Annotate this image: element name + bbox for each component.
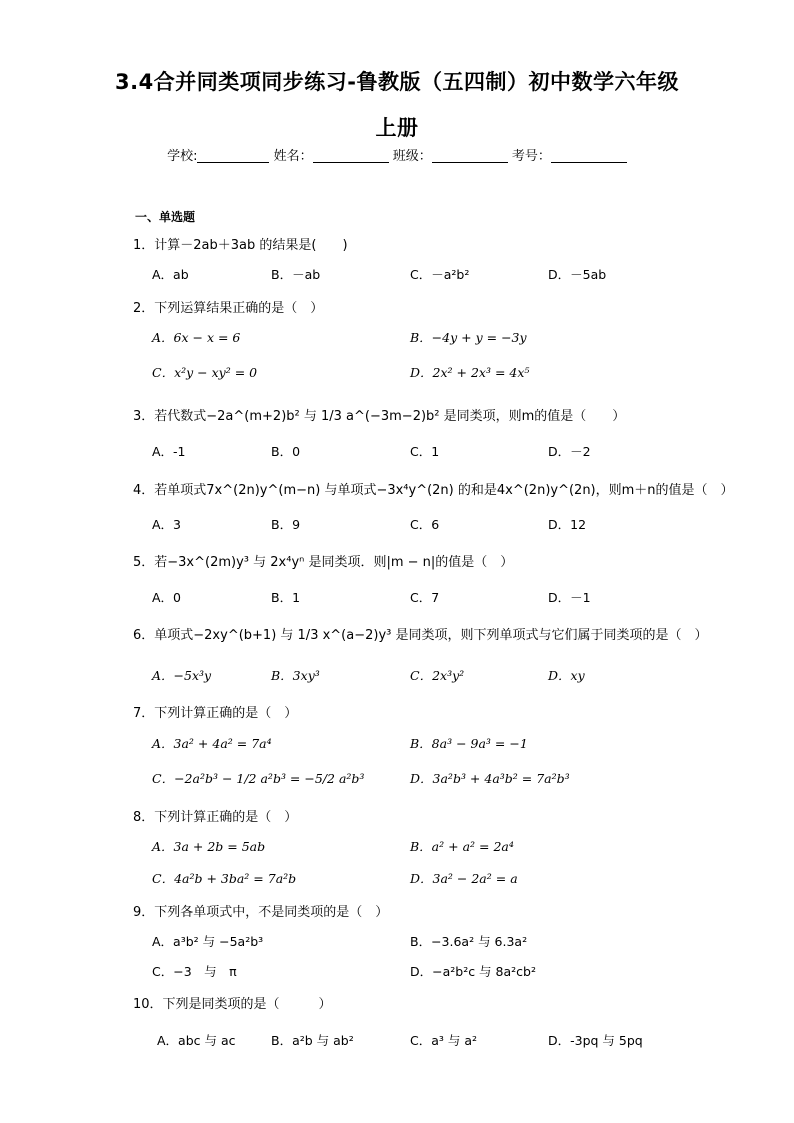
school-blank[interactable] xyxy=(197,149,269,163)
question-8-option-c[interactable]: C．4a²b + 3ba² = 7a²b xyxy=(152,871,297,886)
question-5-option-a[interactable]: A．0 xyxy=(152,590,182,605)
page-title-continued: 上册 xyxy=(375,116,419,140)
question-10-option-a[interactable]: A．abc 与 ac xyxy=(157,1033,236,1048)
name-blank[interactable] xyxy=(313,149,389,163)
question-7-option-b[interactable]: B．8a³ − 9a³ = −1 xyxy=(410,736,528,751)
question-8-stem: 8．下列计算正确的是（ ） xyxy=(133,810,298,825)
name-label: 姓名： xyxy=(273,149,313,164)
question-7-option-d[interactable]: D．3a²b³ + 4a³b² = 7a²b³ xyxy=(410,771,570,786)
question-6-option-a[interactable]: A．−5x³y xyxy=(152,668,212,683)
question-4-option-d[interactable]: D．12 xyxy=(548,517,587,532)
student-info-line xyxy=(0,145,794,164)
question-4-stem: 4．若单项式7x^(2n)y^(m−n) 与单项式−3x⁴y^(2n) 的和是4x^(2n)y^(2n)，则m＋n的值是（ ） xyxy=(133,483,734,498)
question-2-option-a[interactable]: A．6x − x = 6 xyxy=(152,330,241,345)
class-label: 班级： xyxy=(392,149,432,164)
question-9-option-a[interactable]: A．a³b² 与 −5a²b³ xyxy=(152,934,264,949)
question-5-option-b[interactable]: B．1 xyxy=(271,590,301,605)
question-3-option-a[interactable]: A．-1 xyxy=(152,444,186,459)
question-2-option-c[interactable]: C．x²y − xy² = 0 xyxy=(152,365,258,380)
question-6-stem: 6．单项式−2xy^(b+1) 与 1/3 x^(a−2)y³ 是同类项，则下列单项式与它们属于同类项的是（ ） xyxy=(133,628,708,643)
number-blank[interactable] xyxy=(551,149,627,163)
class-blank[interactable] xyxy=(432,149,508,163)
question-4-option-a[interactable]: A．3 xyxy=(152,517,182,532)
question-3-option-d[interactable]: D．－2 xyxy=(548,444,591,459)
question-10-stem: 10．下列是同类项的是（ ） xyxy=(133,997,332,1012)
page-title: 3.4合并同类项同步练习-鲁教版（五四制）初中数学六年级 xyxy=(115,70,679,94)
question-5-option-c[interactable]: C．7 xyxy=(410,590,440,605)
question-3-option-c[interactable]: C．1 xyxy=(410,444,440,459)
question-6-option-d[interactable]: D．xy xyxy=(548,668,585,683)
question-1-option-c[interactable]: C．－a²b² xyxy=(410,267,470,282)
question-9-option-d[interactable]: D．−a²b²c 与 8a²cb² xyxy=(410,964,536,979)
question-3-option-b[interactable]: B．0 xyxy=(271,444,301,459)
question-7-stem: 7．下列计算正确的是（ ） xyxy=(133,706,298,721)
question-10-option-d[interactable]: D．-3pq 与 5pq xyxy=(548,1033,643,1048)
question-10-option-b[interactable]: B．a²b 与 ab² xyxy=(271,1033,354,1048)
question-2-option-b[interactable]: B．−4y + y = −3y xyxy=(410,330,527,345)
question-10-option-c[interactable]: C．a³ 与 a² xyxy=(410,1033,478,1048)
question-2-stem: 2．下列运算结果正确的是（ ） xyxy=(133,301,324,316)
question-4-option-c[interactable]: C．6 xyxy=(410,517,440,532)
question-5-stem: 5．若−3x^(2m)y³ 与 2x⁴yⁿ 是同类项．则|m − n|的值是（ ） xyxy=(133,555,514,570)
question-3-stem: 3．若代数式−2a^(m+2)b² 与 1/3 a^(−3m−2)b² 是同类项，则m的值是（ ） xyxy=(133,409,626,424)
question-1-stem: 1．计算－2ab＋3ab 的结果是( ) xyxy=(133,238,348,253)
question-6-option-b[interactable]: B．3xy³ xyxy=(271,668,320,683)
question-8-option-b[interactable]: B．a² + a² = 2a⁴ xyxy=(410,839,514,854)
question-9-option-b[interactable]: B．−3.6a² 与 6.3a² xyxy=(410,934,528,949)
section-heading: 一、单选题 xyxy=(135,210,196,224)
school-label: 学校: xyxy=(167,149,198,164)
question-9-stem: 9．下列各单项式中，不是同类项的是（ ） xyxy=(133,905,389,920)
question-8-option-d[interactable]: D．3a² − 2a² = a xyxy=(410,871,518,886)
question-7-option-a[interactable]: A．3a² + 4a² = 7a⁴ xyxy=(152,736,272,751)
question-1-option-b[interactable]: B．－ab xyxy=(271,267,321,282)
question-5-option-d[interactable]: D．－1 xyxy=(548,590,591,605)
question-4-option-b[interactable]: B．9 xyxy=(271,517,301,532)
question-8-option-a[interactable]: A．3a + 2b = 5ab xyxy=(152,839,266,854)
question-1-option-a[interactable]: A．ab xyxy=(152,267,189,282)
question-2-option-d[interactable]: D．2x² + 2x³ = 4x⁵ xyxy=(410,365,530,380)
question-1-option-d[interactable]: D．－5ab xyxy=(548,267,607,282)
number-label: 考号： xyxy=(511,149,551,164)
question-6-option-c[interactable]: C．2x³y² xyxy=(410,668,465,683)
question-7-option-c[interactable]: C．−2a²b³ − 1/2 a²b³ = −5/2 a²b³ xyxy=(152,771,365,786)
question-9-option-c[interactable]: C．−3 与 π xyxy=(152,964,237,979)
